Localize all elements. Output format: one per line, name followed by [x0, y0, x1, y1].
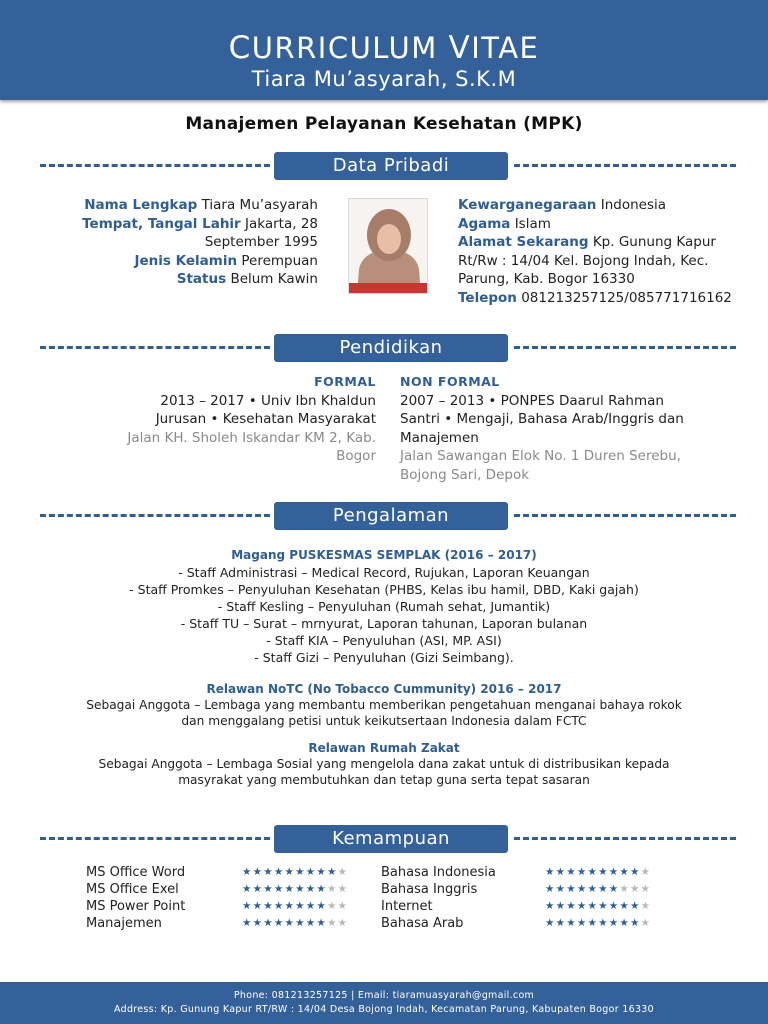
experience-item: - Staff Gizi – Penyuluhan (Gizi Seimbang).	[254, 650, 514, 665]
star-icon: ★	[545, 883, 556, 895]
info-row	[458, 233, 738, 252]
star-icon: ★	[284, 883, 296, 895]
experience-item: - Staff TU – Surat – mrnyurat, Laporan tahunan, Laporan bulanan	[180, 616, 588, 631]
experience-zakat	[30, 740, 738, 788]
experience-title: Magang PUSKESMAS SEMPLAK (2016 – 2017)	[231, 548, 537, 562]
experience-title: Relawan NoTC (No Tobacco Cummunity) 2016 – 2017	[206, 682, 562, 696]
dashed-divider	[514, 837, 736, 840]
info-value: Belum Kawin	[230, 271, 318, 287]
dashed-divider	[514, 346, 736, 349]
star-icon: ★	[284, 917, 296, 929]
title-part: URRICULUM	[251, 31, 449, 65]
info-value: Indonesia	[600, 197, 667, 213]
section-heading: Data Pribadi	[274, 152, 508, 180]
info-row	[458, 252, 738, 271]
star-icon: ★	[252, 883, 264, 895]
star-icon: ★	[619, 917, 630, 929]
info-value: 081213257125/085771716162	[521, 289, 732, 306]
experience-item: - Staff Kesling – Penyuluhan (Rumah sehat, Jumantik)	[217, 599, 551, 614]
footer-phone-email: Phone: 081213257125 | Email: tiaramuasyarah@gmail.com	[233, 990, 535, 1001]
star-icon: ★	[284, 900, 296, 912]
education-line: 2013 – 2017 • Univ Ibn Khaldun	[160, 392, 376, 409]
skill-rating-stars	[242, 864, 348, 881]
star-icon: ★	[598, 883, 609, 895]
info-value: September 1995	[204, 234, 318, 250]
personal-info-right	[458, 196, 738, 307]
section-heading: Pendidikan	[274, 334, 508, 362]
star-icon: ★	[337, 866, 349, 878]
education-line: Manajemen	[400, 429, 479, 446]
education-line: Santri • Mengaji, Bahasa Arab/Inggris dan	[400, 411, 684, 427]
star-icon: ★	[252, 917, 264, 929]
footer-contact	[0, 982, 768, 1024]
star-icon: ★	[566, 900, 577, 912]
skill-row	[86, 915, 686, 932]
dashed-divider	[40, 164, 270, 167]
education-heading: NON FORMAL	[400, 374, 500, 389]
star-icon: ★	[263, 866, 274, 878]
star-icon: ★	[587, 900, 599, 912]
star-icon: ★	[566, 883, 577, 895]
star-icon: ★	[640, 917, 652, 929]
experience-item: - Staff Administrasi – Medical Record, Rujukan, Laporan Keuangan	[178, 565, 590, 580]
experience-title: Relawan Rumah Zakat	[308, 741, 460, 755]
star-icon: ★	[630, 866, 641, 878]
info-row	[52, 215, 318, 234]
skill-name: MS Power Point	[86, 899, 186, 914]
star-icon: ★	[252, 900, 264, 912]
star-icon: ★	[608, 866, 620, 878]
info-row	[458, 215, 738, 234]
star-icon: ★	[327, 917, 338, 929]
star-icon: ★	[640, 866, 652, 878]
footer-address: Address: Kp. Gunung Kapur RT/RW : 14/04 Desa Bojong Indah, Kecamatan Parung, Kabupaten Bogor 16330	[114, 1004, 654, 1015]
dashed-divider	[40, 346, 270, 349]
skill-name: MS Office Exel	[86, 882, 179, 897]
star-icon: ★	[295, 883, 306, 895]
star-icon: ★	[630, 900, 641, 912]
section-kemampuan	[40, 825, 736, 853]
profile-photo-placeholder	[349, 199, 428, 294]
skill-rating-stars	[545, 898, 651, 915]
star-icon: ★	[242, 917, 253, 929]
star-icon: ★	[316, 900, 327, 912]
star-icon: ★	[555, 866, 567, 878]
star-icon: ★	[555, 883, 567, 895]
skill-row	[86, 864, 686, 881]
education-address: Jalan Sawangan Elok No. 1 Duren Serebu,	[400, 448, 681, 464]
education-line: Jurusan • Kesehatan Masyarakat	[155, 411, 376, 427]
info-row	[52, 252, 318, 271]
star-icon: ★	[598, 900, 609, 912]
star-icon: ★	[273, 900, 285, 912]
skill-rating-stars	[545, 864, 651, 881]
info-label: Telepon	[458, 289, 517, 306]
star-icon: ★	[576, 917, 588, 929]
star-icon: ★	[295, 866, 306, 878]
star-icon: ★	[576, 866, 588, 878]
skill-row	[86, 898, 686, 915]
star-icon: ★	[316, 917, 327, 929]
education-address: Bogor	[336, 448, 376, 464]
star-icon: ★	[619, 900, 630, 912]
star-icon: ★	[295, 917, 306, 929]
personal-info-left	[52, 196, 318, 289]
section-data-pribadi	[40, 152, 736, 180]
education-address: Bojong Sari, Depok	[400, 466, 530, 483]
skill-row	[86, 881, 686, 898]
info-value: Jakarta, 28	[245, 215, 318, 232]
info-label: Tempat, Tangal Lahir	[82, 215, 241, 232]
info-value: Parung, Kab. Bogor 16330	[458, 271, 635, 287]
skill-rating-stars	[545, 881, 651, 898]
star-icon: ★	[608, 900, 620, 912]
star-icon: ★	[327, 866, 338, 878]
star-icon: ★	[587, 883, 599, 895]
title-initial-v: V	[448, 30, 472, 66]
experience-notc	[30, 681, 738, 729]
star-icon: ★	[327, 883, 338, 895]
info-row	[458, 289, 738, 308]
star-icon: ★	[327, 900, 338, 912]
info-row	[458, 270, 738, 289]
star-icon: ★	[608, 917, 620, 929]
education-line: 2007 – 2013 • PONPES Daarul Rahman	[400, 392, 664, 409]
document-title	[0, 30, 768, 66]
skill-rating-stars	[242, 898, 348, 915]
info-value: Islam	[514, 215, 551, 232]
star-icon: ★	[555, 900, 567, 912]
star-icon: ★	[598, 866, 609, 878]
star-icon: ★	[640, 883, 652, 895]
skill-rating-stars	[242, 915, 348, 932]
info-label: Status	[176, 271, 227, 287]
experience-line: dan menggalang petisi untuk keikutsertaan Indonesia dalam FCTC	[181, 714, 587, 728]
star-icon: ★	[587, 917, 599, 929]
person-name: Tiara Mu’asyarah, S.K.M	[251, 67, 517, 91]
section-heading: Kemampuan	[274, 825, 508, 853]
star-icon: ★	[576, 883, 588, 895]
info-value: Tiara Mu’asyarah	[201, 197, 318, 213]
education-formal	[100, 373, 376, 466]
star-icon: ★	[619, 866, 630, 878]
star-icon: ★	[545, 900, 556, 912]
star-icon: ★	[252, 866, 264, 878]
star-icon: ★	[305, 900, 317, 912]
skills-grid	[86, 864, 686, 932]
profile-photo	[348, 198, 428, 294]
star-icon: ★	[545, 917, 556, 929]
star-icon: ★	[263, 917, 274, 929]
experience-item: - Staff KIA – Penyuluhan (ASI, MP. ASI)	[266, 633, 502, 648]
experience-line: Sebagai Anggota – Lembaga Sosial yang mengelola dana zakat untuk di distribusikan kepada	[98, 757, 670, 771]
skill-name: Bahasa Arab	[381, 916, 464, 931]
info-row	[52, 233, 318, 252]
dashed-divider	[40, 837, 270, 840]
dashed-divider	[514, 514, 736, 517]
title-part-end: ITAE	[471, 31, 540, 65]
info-label: Agama	[458, 215, 511, 232]
skill-name: Bahasa Inggris	[381, 882, 478, 897]
star-icon: ★	[242, 866, 253, 878]
info-label: Kewarganegaraan	[458, 197, 597, 213]
star-icon: ★	[284, 866, 296, 878]
skill-name: Internet	[381, 899, 433, 914]
info-row	[458, 196, 738, 215]
info-label: Nama Lengkap	[84, 197, 198, 213]
star-icon: ★	[273, 883, 285, 895]
title-initial-c: C	[228, 30, 252, 66]
star-icon: ★	[630, 917, 641, 929]
star-icon: ★	[337, 883, 349, 895]
dashed-divider	[514, 164, 736, 167]
star-icon: ★	[566, 866, 577, 878]
section-heading: Pengalaman	[274, 502, 508, 530]
experience-line: masyrakat yang membutuhkan dan tetap guna serta tepat sasaran	[178, 773, 590, 787]
star-icon: ★	[242, 900, 253, 912]
experience-item: - Staff Promkes – Penyuluhan Kesehatan (PHBS, Kelas ibu hamil, DBD, Kaki gajah)	[129, 582, 639, 597]
skill-rating-stars	[242, 881, 348, 898]
star-icon: ★	[640, 900, 652, 912]
info-value: Rt/Rw : 14/04 Kel. Bojong Indah, Kec.	[458, 252, 709, 269]
section-pendidikan	[40, 334, 736, 362]
header-banner	[0, 0, 768, 100]
experience-magang	[30, 547, 738, 666]
star-icon: ★	[566, 917, 577, 929]
info-row	[52, 196, 318, 215]
info-row	[52, 270, 318, 289]
star-icon: ★	[619, 883, 630, 895]
star-icon: ★	[545, 866, 556, 878]
section-pengalaman	[40, 502, 736, 530]
info-label: Alamat Sekarang	[458, 234, 589, 250]
skill-rating-stars	[545, 915, 651, 932]
star-icon: ★	[598, 917, 609, 929]
star-icon: ★	[273, 866, 285, 878]
education-heading: FORMAL	[314, 374, 376, 389]
star-icon: ★	[576, 900, 588, 912]
skill-name: MS Office Word	[86, 865, 186, 880]
star-icon: ★	[587, 866, 599, 878]
skill-name: Bahasa Indonesia	[381, 865, 496, 880]
info-value: Perempuan	[241, 252, 318, 269]
skill-name: Manajemen	[86, 916, 162, 931]
star-icon: ★	[337, 917, 349, 929]
star-icon: ★	[305, 883, 317, 895]
subtitle: Manajemen Pelayanan Kesehatan (MPK)	[185, 114, 583, 134]
experience-line: Sebagai Anggota – Lembaga yang membantu memberikan pengetahuan menganai bahaya rokok	[86, 698, 682, 712]
star-icon: ★	[316, 866, 327, 878]
star-icon: ★	[608, 883, 620, 895]
star-icon: ★	[337, 900, 349, 912]
star-icon: ★	[316, 883, 327, 895]
star-icon: ★	[242, 883, 253, 895]
education-nonformal	[400, 373, 720, 484]
dashed-divider	[40, 514, 270, 517]
star-icon: ★	[295, 900, 306, 912]
star-icon: ★	[630, 883, 641, 895]
star-icon: ★	[555, 917, 567, 929]
info-label: Jenis Kelamin	[134, 252, 238, 269]
star-icon: ★	[263, 883, 274, 895]
star-icon: ★	[305, 866, 317, 878]
star-icon: ★	[263, 900, 274, 912]
info-value: Kp. Gunung Kapur	[592, 234, 716, 250]
star-icon: ★	[273, 917, 285, 929]
education-address: Jalan KH. Sholeh Iskandar KM 2, Kab.	[127, 429, 376, 446]
star-icon: ★	[305, 917, 317, 929]
